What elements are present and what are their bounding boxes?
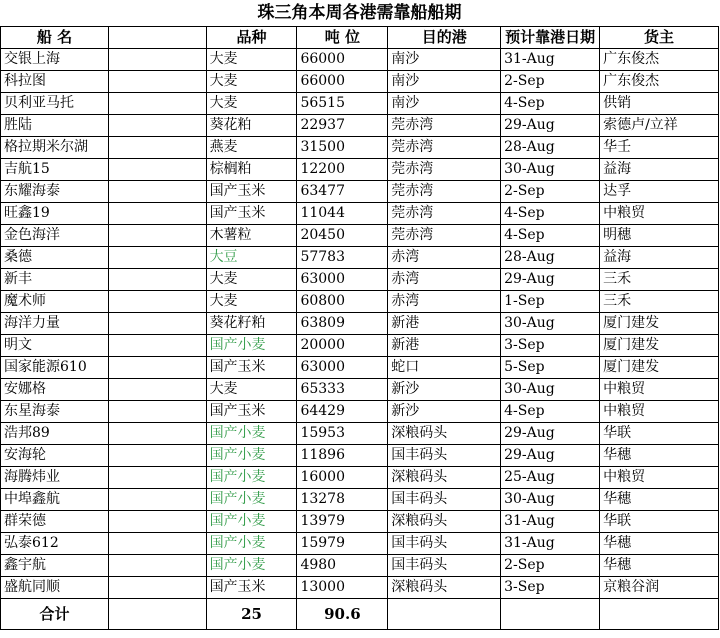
blank-cell[interactable] xyxy=(108,49,206,71)
total-row xyxy=(1,599,719,630)
header-tonnage: 吨 位 xyxy=(297,27,388,49)
date-cell[interactable]: 30-Aug xyxy=(501,379,600,401)
ship-schedule-table xyxy=(0,26,719,630)
blank-cell[interactable] xyxy=(108,445,206,467)
port-cell[interactable]: 深粮码头 xyxy=(388,467,501,489)
tonnage-cell[interactable]: 15953 xyxy=(297,423,388,445)
blank-cell[interactable] xyxy=(108,335,206,357)
table-row xyxy=(1,445,719,467)
date-cell[interactable]: 4-Sep xyxy=(501,401,600,423)
header-port: 目的港 xyxy=(388,27,501,49)
port-cell[interactable]: 新沙 xyxy=(388,379,501,401)
table-row xyxy=(1,115,719,137)
port-cell[interactable]: 国丰码头 xyxy=(388,445,501,467)
ship-name-cell[interactable]: 弘泰612 xyxy=(1,533,109,555)
date-cell[interactable]: 2-Sep xyxy=(501,181,600,203)
owner-cell[interactable]: 华穗 xyxy=(600,533,719,555)
date-cell[interactable]: 31-Aug xyxy=(501,533,600,555)
blank-cell[interactable] xyxy=(108,511,206,533)
variety-cell[interactable]: 国产小麦 xyxy=(206,533,297,555)
variety-cell[interactable]: 大麦 xyxy=(206,291,297,313)
ship-name-cell[interactable]: 胜陆 xyxy=(1,115,109,137)
variety-cell[interactable]: 国产小麦 xyxy=(206,335,297,357)
header-row xyxy=(1,27,719,49)
table-row xyxy=(1,401,719,423)
table-row xyxy=(1,423,719,445)
header-ship: 船 名 xyxy=(1,27,109,49)
owner-cell[interactable]: 华壬 xyxy=(600,137,719,159)
tonnage-cell[interactable]: 20000 xyxy=(297,335,388,357)
sheet-title: 珠三角本周各港需靠船船期 xyxy=(257,3,462,23)
date-cell[interactable]: 3-Sep xyxy=(501,335,600,357)
date-cell[interactable]: 4-Sep xyxy=(501,225,600,247)
blank-cell[interactable] xyxy=(108,489,206,511)
table-row xyxy=(1,467,719,489)
table-row xyxy=(1,533,719,555)
port-cell[interactable]: 新港 xyxy=(388,335,501,357)
port-cell[interactable]: 南沙 xyxy=(388,71,501,93)
port-cell[interactable]: 莞赤湾 xyxy=(388,225,501,247)
port-cell[interactable]: 国丰码头 xyxy=(388,533,501,555)
owner-cell[interactable]: 华联 xyxy=(600,511,719,533)
total-empty-owner xyxy=(600,599,719,630)
port-cell[interactable]: 国丰码头 xyxy=(388,489,501,511)
date-cell[interactable]: 31-Aug xyxy=(501,511,600,533)
table-row xyxy=(1,71,719,93)
table-row xyxy=(1,137,719,159)
ship-name-cell[interactable]: 盛航同顺 xyxy=(1,577,109,599)
variety-cell[interactable]: 大麦 xyxy=(206,379,297,401)
date-cell[interactable]: 28-Aug xyxy=(501,137,600,159)
table-row xyxy=(1,313,719,335)
blank-cell[interactable] xyxy=(108,467,206,489)
tonnage-cell[interactable]: 66000 xyxy=(297,49,388,71)
ship-name-cell[interactable]: 金色海洋 xyxy=(1,225,109,247)
tonnage-cell[interactable]: 31500 xyxy=(297,137,388,159)
owner-cell[interactable]: 京粮谷润 xyxy=(600,577,719,599)
variety-cell[interactable]: 国产小麦 xyxy=(206,423,297,445)
variety-cell[interactable]: 国产小麦 xyxy=(206,467,297,489)
ship-name-cell[interactable]: 新丰 xyxy=(1,269,109,291)
ship-name-cell[interactable]: 浩邦89 xyxy=(1,423,109,445)
variety-cell[interactable]: 大麦 xyxy=(206,71,297,93)
blank-cell[interactable] xyxy=(108,313,206,335)
owner-cell[interactable]: 中粮贸 xyxy=(600,401,719,423)
table-row xyxy=(1,159,719,181)
tonnage-cell[interactable]: 12200 xyxy=(297,159,388,181)
blank-cell[interactable] xyxy=(108,71,206,93)
tonnage-cell[interactable]: 13979 xyxy=(297,511,388,533)
date-cell[interactable]: 1-Sep xyxy=(501,291,600,313)
variety-cell[interactable]: 大豆 xyxy=(206,247,297,269)
tonnage-cell[interactable]: 4980 xyxy=(297,555,388,577)
variety-cell[interactable]: 大麦 xyxy=(206,269,297,291)
variety-cell[interactable]: 大麦 xyxy=(206,49,297,71)
ship-name-cell[interactable]: 群荣德 xyxy=(1,511,109,533)
blank-cell[interactable] xyxy=(108,533,206,555)
date-cell[interactable]: 30-Aug xyxy=(501,313,600,335)
owner-cell[interactable]: 明穗 xyxy=(600,225,719,247)
total-blank xyxy=(108,599,206,630)
ship-name-cell[interactable]: 东耀海泰 xyxy=(1,181,109,203)
date-cell[interactable]: 29-Aug xyxy=(501,423,600,445)
variety-cell[interactable]: 国产小麦 xyxy=(206,555,297,577)
blank-cell[interactable] xyxy=(108,401,206,423)
ship-name-cell[interactable]: 国家能源610 xyxy=(1,357,109,379)
variety-cell[interactable]: 国产小麦 xyxy=(206,511,297,533)
blank-cell[interactable] xyxy=(108,291,206,313)
variety-cell[interactable]: 国产玉米 xyxy=(206,181,297,203)
ship-name-cell[interactable]: 安海轮 xyxy=(1,445,109,467)
date-cell[interactable]: 5-Sep xyxy=(501,357,600,379)
header-blank xyxy=(108,27,206,49)
owner-cell[interactable]: 中粮贸 xyxy=(600,379,719,401)
ship-name-cell[interactable]: 海洋力量 xyxy=(1,313,109,335)
blank-cell[interactable] xyxy=(108,269,206,291)
port-cell[interactable]: 南沙 xyxy=(388,49,501,71)
date-cell[interactable]: 29-Aug xyxy=(501,269,600,291)
date-cell[interactable]: 31-Aug xyxy=(501,49,600,71)
total-tonnage: 90.6 xyxy=(297,599,388,630)
ship-name-cell[interactable]: 魔术师 xyxy=(1,291,109,313)
ship-name-cell[interactable]: 中埠鑫航 xyxy=(1,489,109,511)
blank-cell[interactable] xyxy=(108,357,206,379)
table-row xyxy=(1,247,719,269)
port-cell[interactable]: 莞赤湾 xyxy=(388,203,501,225)
variety-cell[interactable]: 国产小麦 xyxy=(206,489,297,511)
date-cell[interactable]: 4-Sep xyxy=(501,203,600,225)
blank-cell[interactable] xyxy=(108,203,206,225)
tonnage-cell[interactable]: 63000 xyxy=(297,357,388,379)
owner-cell[interactable]: 厦门建发 xyxy=(600,335,719,357)
date-cell[interactable]: 30-Aug xyxy=(501,159,600,181)
blank-cell[interactable] xyxy=(108,115,206,137)
ship-name-cell[interactable]: 吉航15 xyxy=(1,159,109,181)
variety-cell[interactable]: 国产玉米 xyxy=(206,401,297,423)
table-row xyxy=(1,555,719,577)
port-cell[interactable]: 莞赤湾 xyxy=(388,115,501,137)
ship-name-cell[interactable]: 安娜格 xyxy=(1,379,109,401)
tonnage-cell[interactable]: 15979 xyxy=(297,533,388,555)
owner-cell[interactable]: 厦门建发 xyxy=(600,357,719,379)
total-empty-date xyxy=(501,599,600,630)
variety-cell[interactable]: 国产玉米 xyxy=(206,203,297,225)
date-cell[interactable]: 2-Sep xyxy=(501,555,600,577)
total-empty-port xyxy=(388,599,501,630)
blank-cell[interactable] xyxy=(108,247,206,269)
header-date: 预计靠港日期 xyxy=(501,27,600,49)
ship-name-cell[interactable]: 东星海泰 xyxy=(1,401,109,423)
port-cell[interactable]: 蛇口 xyxy=(388,357,501,379)
tonnage-cell[interactable]: 63000 xyxy=(297,269,388,291)
tonnage-cell[interactable]: 13278 xyxy=(297,489,388,511)
ship-name-cell[interactable]: 交银上海 xyxy=(1,49,109,71)
owner-cell[interactable]: 达孚 xyxy=(600,181,719,203)
blank-cell[interactable] xyxy=(108,379,206,401)
blank-cell[interactable] xyxy=(108,137,206,159)
port-cell[interactable]: 国丰码头 xyxy=(388,555,501,577)
date-cell[interactable]: 29-Aug xyxy=(501,115,600,137)
variety-cell[interactable]: 国产玉米 xyxy=(206,357,297,379)
owner-cell[interactable]: 广东俊杰 xyxy=(600,49,719,71)
port-cell[interactable]: 深粮码头 xyxy=(388,423,501,445)
owner-cell[interactable]: 中粮贸 xyxy=(600,467,719,489)
table-row xyxy=(1,379,719,401)
ship-name-cell[interactable]: 格拉期米尔湖 xyxy=(1,137,109,159)
blank-cell[interactable] xyxy=(108,159,206,181)
table-row xyxy=(1,511,719,533)
variety-cell[interactable]: 葵花籽粕 xyxy=(206,313,297,335)
table-row xyxy=(1,225,719,247)
tonnage-cell[interactable]: 60800 xyxy=(297,291,388,313)
owner-cell[interactable]: 三禾 xyxy=(600,269,719,291)
variety-cell[interactable]: 国产小麦 xyxy=(206,445,297,467)
owner-cell[interactable]: 供销 xyxy=(600,93,719,115)
variety-cell[interactable]: 棕榈粕 xyxy=(206,159,297,181)
header-owner: 货主 xyxy=(600,27,719,49)
port-cell[interactable]: 深粮码头 xyxy=(388,577,501,599)
port-cell[interactable]: 赤湾 xyxy=(388,291,501,313)
variety-cell[interactable]: 大麦 xyxy=(206,93,297,115)
port-cell[interactable]: 南沙 xyxy=(388,93,501,115)
owner-cell[interactable]: 三禾 xyxy=(600,291,719,313)
table-row xyxy=(1,49,719,71)
table-row xyxy=(1,181,719,203)
blank-cell[interactable] xyxy=(108,181,206,203)
date-cell[interactable]: 29-Aug xyxy=(501,445,600,467)
owner-cell[interactable]: 中粮贸 xyxy=(600,203,719,225)
tonnage-cell[interactable]: 13000 xyxy=(297,577,388,599)
blank-cell[interactable] xyxy=(108,423,206,445)
tonnage-cell[interactable]: 66000 xyxy=(297,71,388,93)
total-count: 25 xyxy=(206,599,297,630)
total-label: 合计 xyxy=(1,599,109,630)
tonnage-cell[interactable]: 56515 xyxy=(297,93,388,115)
port-cell[interactable]: 深粮码头 xyxy=(388,511,501,533)
tonnage-cell[interactable]: 63477 xyxy=(297,181,388,203)
table-row xyxy=(1,203,719,225)
owner-cell[interactable]: 广东俊杰 xyxy=(600,71,719,93)
port-cell[interactable]: 莞赤湾 xyxy=(388,137,501,159)
tonnage-cell[interactable]: 20450 xyxy=(297,225,388,247)
blank-cell[interactable] xyxy=(108,225,206,247)
blank-cell[interactable] xyxy=(108,577,206,599)
blank-cell[interactable] xyxy=(108,93,206,115)
date-cell[interactable]: 4-Sep xyxy=(501,93,600,115)
port-cell[interactable]: 新港 xyxy=(388,313,501,335)
header-variety: 品种 xyxy=(206,27,297,49)
ship-name-cell[interactable]: 桑德 xyxy=(1,247,109,269)
owner-cell[interactable]: 益海 xyxy=(600,159,719,181)
table-row xyxy=(1,269,719,291)
tonnage-cell[interactable]: 57783 xyxy=(297,247,388,269)
ship-name-cell[interactable]: 鑫宇航 xyxy=(1,555,109,577)
tonnage-cell[interactable]: 22937 xyxy=(297,115,388,137)
owner-cell[interactable]: 厦门建发 xyxy=(600,313,719,335)
table-row xyxy=(1,93,719,115)
table-row xyxy=(1,291,719,313)
owner-cell[interactable]: 索德卢/立祥 xyxy=(600,115,719,137)
table-row xyxy=(1,335,719,357)
variety-cell[interactable]: 木薯粒 xyxy=(206,225,297,247)
tonnage-cell[interactable]: 64429 xyxy=(297,401,388,423)
ship-name-cell[interactable]: 明文 xyxy=(1,335,109,357)
table-row xyxy=(1,489,719,511)
tonnage-cell[interactable]: 11044 xyxy=(297,203,388,225)
ship-name-cell[interactable]: 旺鑫19 xyxy=(1,203,109,225)
blank-cell[interactable] xyxy=(108,555,206,577)
tonnage-cell[interactable]: 63809 xyxy=(297,313,388,335)
port-cell[interactable]: 莞赤湾 xyxy=(388,181,501,203)
port-cell[interactable]: 赤湾 xyxy=(388,269,501,291)
port-cell[interactable]: 莞赤湾 xyxy=(388,159,501,181)
port-cell[interactable]: 赤湾 xyxy=(388,247,501,269)
tonnage-cell[interactable]: 16000 xyxy=(297,467,388,489)
variety-cell[interactable]: 燕麦 xyxy=(206,137,297,159)
tonnage-cell[interactable]: 65333 xyxy=(297,379,388,401)
variety-cell[interactable]: 国产玉米 xyxy=(206,577,297,599)
variety-cell[interactable]: 葵花粕 xyxy=(206,115,297,137)
owner-cell[interactable]: 华穗 xyxy=(600,489,719,511)
date-cell[interactable]: 25-Aug xyxy=(501,467,600,489)
date-cell[interactable]: 2-Sep xyxy=(501,71,600,93)
owner-cell[interactable]: 华联 xyxy=(600,423,719,445)
owner-cell[interactable]: 华穗 xyxy=(600,445,719,467)
ship-name-cell[interactable]: 海腾炜业 xyxy=(1,467,109,489)
owner-cell[interactable]: 华穗 xyxy=(600,555,719,577)
table-row xyxy=(1,357,719,379)
ship-name-cell[interactable]: 科拉图 xyxy=(1,71,109,93)
date-cell[interactable]: 28-Aug xyxy=(501,247,600,269)
date-cell[interactable]: 3-Sep xyxy=(501,577,600,599)
date-cell[interactable]: 30-Aug xyxy=(501,489,600,511)
port-cell[interactable]: 新沙 xyxy=(388,401,501,423)
owner-cell[interactable]: 益海 xyxy=(600,247,719,269)
tonnage-cell[interactable]: 11896 xyxy=(297,445,388,467)
table-row xyxy=(1,577,719,599)
ship-name-cell[interactable]: 贝利亚马托 xyxy=(1,93,109,115)
